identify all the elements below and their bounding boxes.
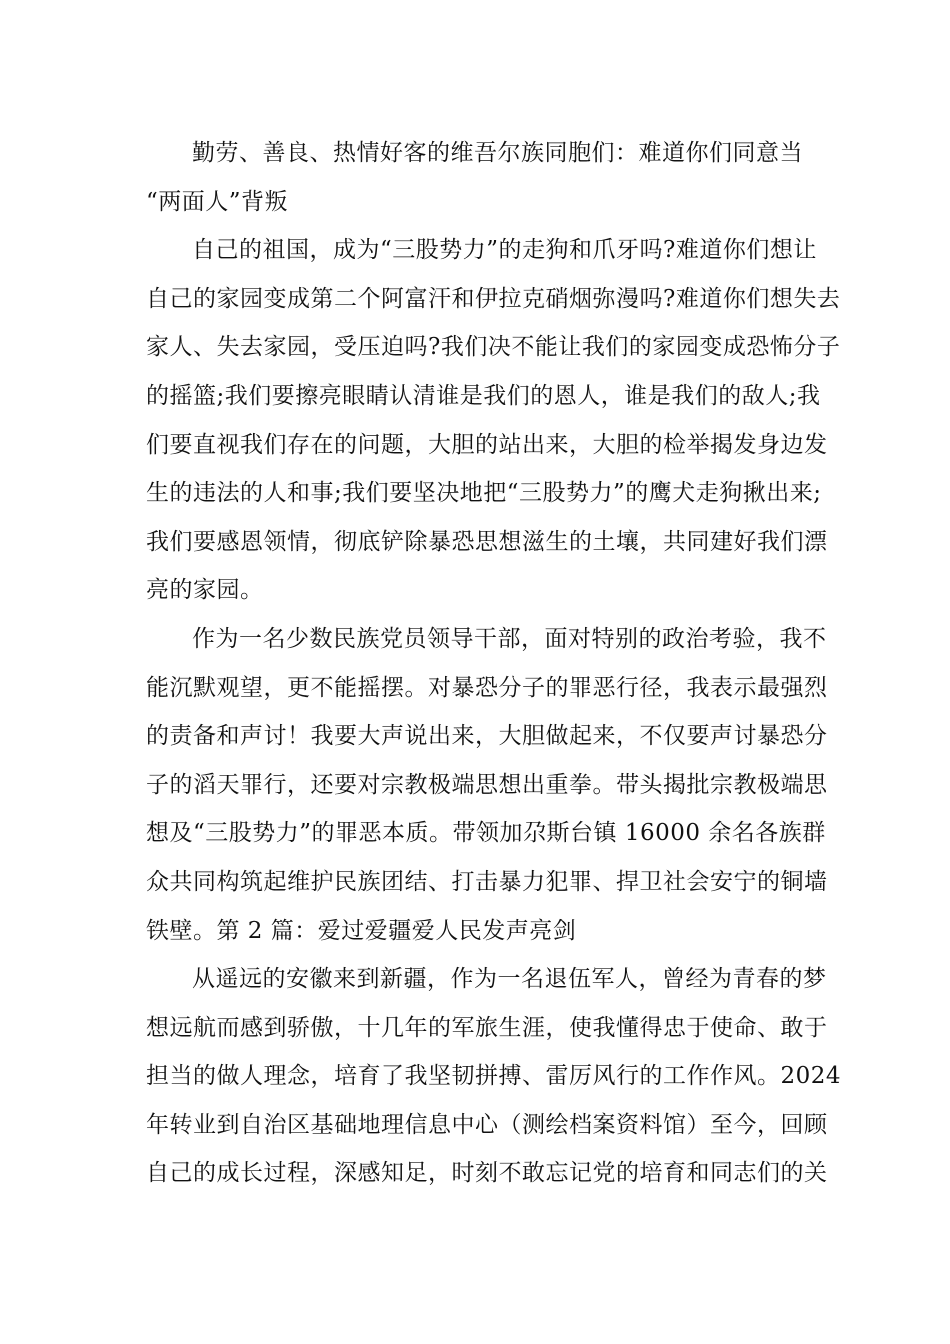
text-line: 亮的家园。 xyxy=(146,577,264,604)
text-line: “两面人”背叛 xyxy=(146,188,289,215)
text-line: 年转业到自治区基础地理信息中心（测绘档案资料馆）至今，回顾 xyxy=(146,1111,828,1138)
text-line: 想远航而感到骄傲，十几年的军旅生涯，使我懂得忠于使命、敢于 xyxy=(146,1014,828,1041)
text-line: 生的违法的人和事;我们要坚决地把“三股势力”的鹰犬走狗揪出来; xyxy=(146,480,822,507)
text-line: 从遥远的安徽来到新疆，作为一名退伍军人，曾经为青春的梦 xyxy=(192,966,827,993)
text-line: 众共同构筑起维护民族团结、打击暴力犯罪、捍卫社会安宁的铜墙 xyxy=(146,868,828,895)
text-line: 自己的祖国，成为“三股势力”的走狗和爪牙吗?难道你们想让 xyxy=(192,237,817,264)
text-line: 想及“三股势力”的罪恶本质。带领加尕斯台镇 16000 余名各族群 xyxy=(146,820,826,847)
text-line: 自己的家园变成第二个阿富汗和伊拉克硝烟弥漫吗?难道你们想失去 xyxy=(146,285,841,312)
text-line: 担当的做人理念，培育了我坚韧拼搏、雷厉风行的工作作风。2024 xyxy=(146,1063,842,1090)
text-line: 家人、失去家园，受压迫吗?我们决不能让我们的家园变成恐怖分子 xyxy=(146,334,841,361)
text-line: 子的滔天罪行，还要对宗教极端思想出重拳。带头揭批宗教极端思 xyxy=(146,771,828,798)
text-line: 自己的成长过程，深感知足，时刻不敢忘记党的培育和同志们的关 xyxy=(146,1160,828,1187)
text-line: 的摇篮;我们要擦亮眼睛认清谁是我们的恩人，谁是我们的敌人;我 xyxy=(146,382,821,409)
text-line: 能沉默观望，更不能摇摆。对暴恐分子的罪恶行径，我表示最强烈 xyxy=(146,674,828,701)
document-body xyxy=(146,129,842,1198)
text-line: 勤劳、善良、热情好客的维吾尔族同胞们：难道你们同意当 xyxy=(192,140,803,166)
text-line: 作为一名少数民族党员领导干部，面对特别的政治考验，我不 xyxy=(192,625,827,652)
text-line: 铁壁。第 2 篇：爱过爱疆爱人民发声亮剑 xyxy=(146,917,577,944)
text-line: 的责备和声讨！我要大声说出来，大胆做起来，不仅要声讨暴恐分 xyxy=(146,723,828,750)
text-line: 们要直视我们存在的问题，大胆的站出来，大胆的检举揭发身边发 xyxy=(146,431,828,458)
text-line: 我们要感恩领情，彻底铲除暴恐思想滋生的土壤，共同建好我们漂 xyxy=(146,528,828,555)
